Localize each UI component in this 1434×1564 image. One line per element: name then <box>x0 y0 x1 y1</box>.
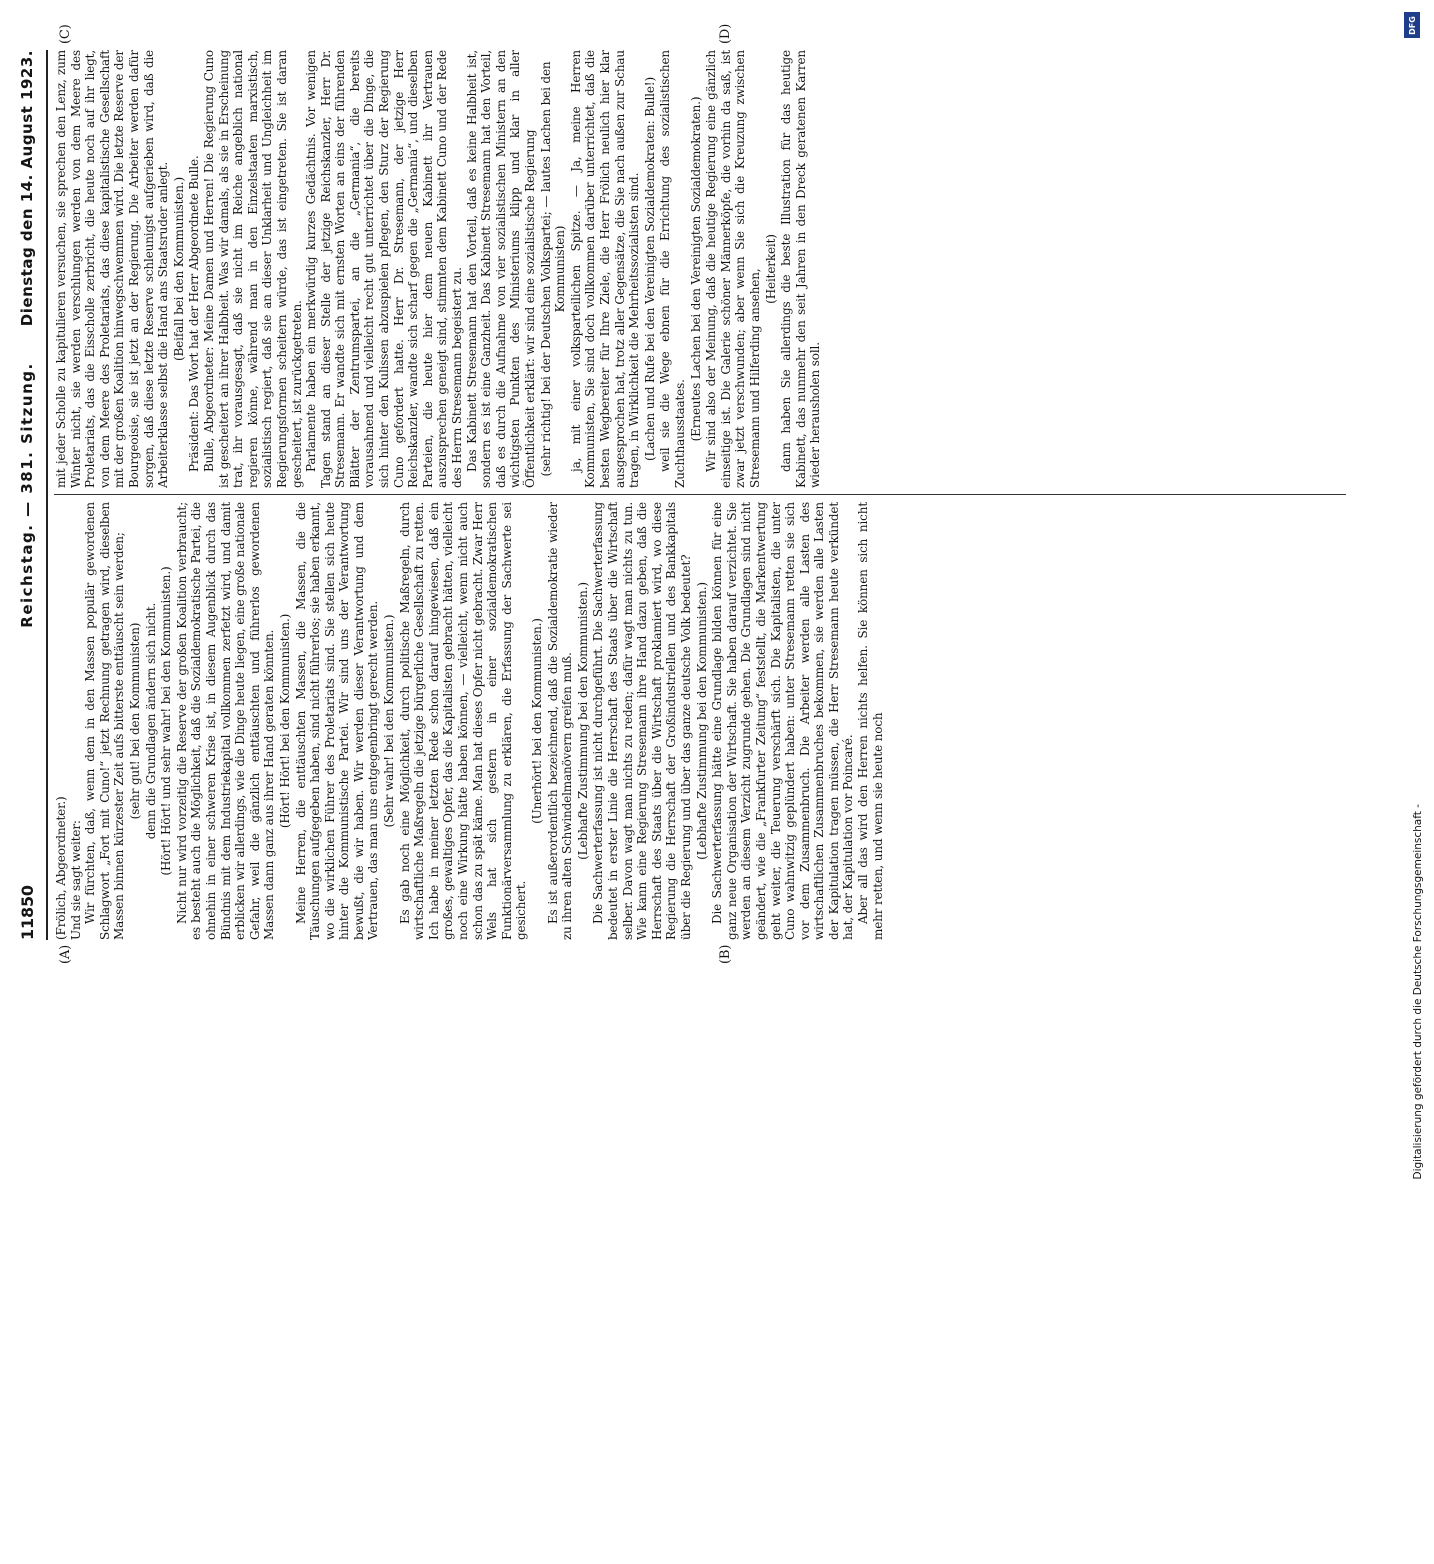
session-date: Dienstag den 14. August 1923. <box>18 50 36 327</box>
paragraph: dann haben Sie allerdings die beste Illustration für das heutige Kabinett, das nunmehr den seit Jahren in den Dreck geratenen Karren wieder herausholen soll. <box>779 50 823 488</box>
paragraph: Das Kabinett Stresemann hat den Vorteil, daß es keine Halbheit ist, sondern es ist eine Ganzheit. Das Kabinett Stresemann hat den Vorteil, daß es durch die Aufnahme von vier sozialistischen Ministern an den wichtigsten Punkten des Ministeriums klipp und klar in aller Öffentlichkeit erklärt: wir sind eine sozialistische Regierung <box>464 50 537 488</box>
paragraph: Meine Herren, die enttäuschten Massen, die Massen, die die Täuschungen aufgegeben haben, sind nicht führerlos; sie haben erkannt, wo die wirklichen Führer des Proletariats sind. Sie stellen sich heute hinter die Kommunistische Partei. Wir sind uns der Verantwortung bewußt, die wir haben. Wir werden dieser Verantwortung und dem Vertrauen, das man uns entgegenbringt gerecht werden. <box>293 502 381 940</box>
digitization-sidebar <box>1400 10 1426 1180</box>
interjection: (Lachen und Rufe bei den Vereinigten Sozialdemokraten: Bulle!) <box>642 77 657 461</box>
paragraph: Es gab noch eine Möglichkeit, durch politische Maßregeln, durch wirtschaftliche Maßregeln die jetzige bürgerliche Gesellschaft zu retten. Ich habe in meiner letzten Rede schon darauf hingewiesen, daß ein großes, gewaltiges Opfer, das die Kapitalisten gebracht hätten, vielleicht noch eine Wirkung hätte haben können, — vielleicht, wenn nicht auch schon das zu spät käme. Man hat dieses Opfer nicht gebracht. Zwar Herr Wels hat sich gestern in einer sozialdemokratischen Funktionärversammlung zu erklären, die Erfassung der Sachwerte sei gesichert. <box>397 502 529 940</box>
page-header <box>12 50 44 940</box>
interjection: (Erneutes Lachen bei den Vereinigten Sozialdemokraten.) <box>688 96 703 442</box>
paragraph: Die Sachwerterfassung hätte eine Grundlage bilden können für eine ganz neue Organisation der Wirtschaft. Sie haben darauf verzichtet. Sie werden an diesem Verzicht zugrunde gehen. Die Grundlagen sind nicht geändert, wie die „Frankfurter Zeitung“ feststellt, die Markentwertung geht weiter, die Teuerung verschärft sich. Die Kapitalisten, die unter Cuno wahnwitzig geplündert haben: unter Stresemann retten sie sich vor dem Zusammenbruch. Die Arbeiter werden alle Lasten des wirtschaftlichen Zusammenbruches bekommen, sie werden alle Lasten der Kapitulation tragen müssen, die Herr Stresemann heute verkündet hat, der Kapitulation vor Poincaré. <box>710 502 856 940</box>
paragraph: Es ist außerordentlich bezeichnend, daß die Sozialdemokratie wieder zu ihren alten Schwindelmanövern greifen muß. <box>545 502 575 940</box>
paragraph: Bulle, Abgeordneter: Meine Damen und Herren! Die Regierung Cuno ist gescheitert an ihrer Halbheit. Was wir damals, als sie in Erscheinung trat, ihr vorausgesagt, daß sie nicht im Reiche angeblich national regieren könne, während man in den Einzelstaaten marxistisch, sozialistisch regiert, daß sie an dieser Unklarheit und Ungleichheit im Regierungsformen scheitern würde, das ist eingetreten. Sie ist daran gescheitert, ist zurückgetreten. <box>201 50 304 488</box>
margin-mark-b: (B) <box>718 944 733 964</box>
margin-mark-a: (A) <box>58 944 73 964</box>
interjection: (Beifall bei den Kommunisten.) <box>171 177 186 362</box>
page-number: 11850 <box>18 885 37 940</box>
session-title: Reichstag. — 381. Sitzung. <box>18 362 36 628</box>
paragraph: ja, mit einer volksparteilichen Spitze. — Ja, meine Herren Kommunisten, Sie sind doch vollkommen darüber unterrichtet, daß die besten Wegbereiter für Ihre Ziele, die Herr Frölich neulich hier klar ausgesprochen hat, trotz aller Gegensätze, die Sie nach außen zur Schau tragen, in Wirklichkeit die Mehrheitssozialisten sind. <box>568 50 642 488</box>
paragraph: Wir sind also der Meinung, daß die heutige Regierung eine gänzlich einseitige ist. Die Galerie schöner Männerköpfe, die vorhin da saß, ist zwar jetzt verschwunden; aber wenn Sie sich die Kreuzung zwischen Stresemann und Hilferding ansehen, <box>704 50 762 488</box>
funding-caption: Digitalisierung gefördert durch die Deutsche Forschungsgemeinschaft - <box>1412 804 1424 1180</box>
interjection: (Unerhört! bei den Kommunisten.) <box>530 618 544 824</box>
left-text-column <box>54 502 1346 940</box>
paragraph: weil sie die Wege ebnen für die Errichtung des sozialistischen Zuchthausstaates. <box>658 50 687 488</box>
interjection: denn die Grundlagen ändern sich nicht. <box>143 602 158 840</box>
paragraph: Aber all das wird den Herren nichts helfen. Sie können sich nicht mehr retten, und wenn sie heute noch <box>856 502 885 940</box>
paragraph: Parlamente haben ein merkwürdig kurzes Gedächtnis. Vor wenigen Tagen stand an dieser Stelle der jetzige Reichskanzler, Herr Dr. Stresemann. Er wandte sich mit ernsten Worten an eins der führenden Blätter der Zentrumspartei, an die „Germania“, die bereits vorausahnend und vielleicht recht gut unterrichtet über die Dinge, die sich hinter den Kulissen abzuspielen pflegen, den Sturz der Regierung Cuno gefordert hatte. Herr Dr. Stresemann, der jetzige Herr Reichskanzler, wandte sich scharf gegen die „Germania“, und dieselben Parteien, die heute hier dem neuen Kabinett ihr Vertrauen auszusprechen geneigt sind, stimmten dem Kabinett Cuno und der Rede des Herrn Stresemann begeistert zu. <box>304 50 465 488</box>
paragraph: mit jeder Scholle zu kapitulieren versuchen, sie sprechen den Lenz, zum Winter nicht, sie werden verschlungen werden von dem Meere des Proletariats, das die Eisscholle zerbricht, die heute noch auf ihr liegt, von dem Meere des Proletariats, das diese kapitalistische Gesellschaft mit der großen Koalition hinwegschwemmen wird. Die letzte Reserve der Bourgeoisie, sie ist jetzt an der Regierung. Die Arbeiter werden dafür sorgen, daß diese letzte Reserve schleunigst aufgerieben wird, daß die Arbeiterklasse selbst die Hand ans Staatsruder anlegt. <box>54 50 171 488</box>
interjection: (Hört! Hört! und sehr wahr! bei den Kommunisten.) <box>159 566 174 876</box>
interjection: (sehr gut! bei den Kommunisten) <box>127 622 142 820</box>
dfg-logo: DFG <box>1404 12 1420 38</box>
header-rule <box>46 50 48 940</box>
paragraph: Wir fürchten, daß, wenn dem in den Massen populär gewordenen Schlagwort „Fort mit Cuno!“ jetzt Rechnung getragen wird, dieselben Massen binnen kürzester Zeit aufs bitterste enttäuscht sein werden; <box>83 502 127 940</box>
margin-mark-d: (D) <box>718 23 733 44</box>
paragraph: Nicht nur wird vorzeitig die Reserve der großen Koalition verbraucht; es besteht auch die Möglichkeit, daß die Sozialdemokratische Partei, die ohnehin in einer schweren Krise ist, in diesem Augenblick durch das Bündnis mit dem Industriekapital vollkommen zerfetzt wird, und damit erblicken wir allerdings, wie die Dinge heute liegen, eine große nationale Gefahr, weil die gänzlich enttäuschten und führerlos gewordenen Massen dann ganz aus ihrer Hand geraten könnten. <box>174 502 277 940</box>
paragraph: Und sie sagt weiter: <box>68 820 83 940</box>
interjection: (sehr richtig! bei der Deutschen Volkspartei; — lautes Lachen bei den Kommunisten) <box>538 61 568 477</box>
right-text-column <box>54 50 1346 488</box>
interjection: (Lebhafte Zustimmung bei den Kommunisten.) <box>694 582 709 860</box>
paragraph: Präsident: Das Wort hat der Herr Abgeordnete Bulle. <box>187 155 202 472</box>
column-divider <box>54 494 1346 495</box>
paragraph: Die Sachwerterfassung ist nicht durchgeführt. Die Sachwerterfassung bedeutet in erster Linie die Herrschaft des Staats über die Wirtschaft selber. Davon wagt man nichts zu reden; dafür wagt man nichts zu tun. Wie kann eine Regierung Stresemann ihre Hand dazu geben, daß die Herrschaft des Staats über die Wirtschaft proklamiert wird, wo diese Regierung die Herrschaft der Großindustriellen und des Bankkapitals über die Regierung und über das ganze deutsche Volk bedeutet? <box>591 502 693 940</box>
interjection: (Hört! Hört! bei den Kommunisten.) <box>277 613 292 829</box>
interjection: (Heiterkeit) <box>763 234 778 304</box>
margin-mark-c: (C) <box>58 24 73 44</box>
interjection: (Lebhafte Zustimmung bei den Kommunisten.) <box>575 582 590 860</box>
interjection: (Sehr wahr! bei den Kommunisten.) <box>382 614 397 828</box>
paragraph: (Frölich, Abgeordneter.) <box>54 796 68 940</box>
